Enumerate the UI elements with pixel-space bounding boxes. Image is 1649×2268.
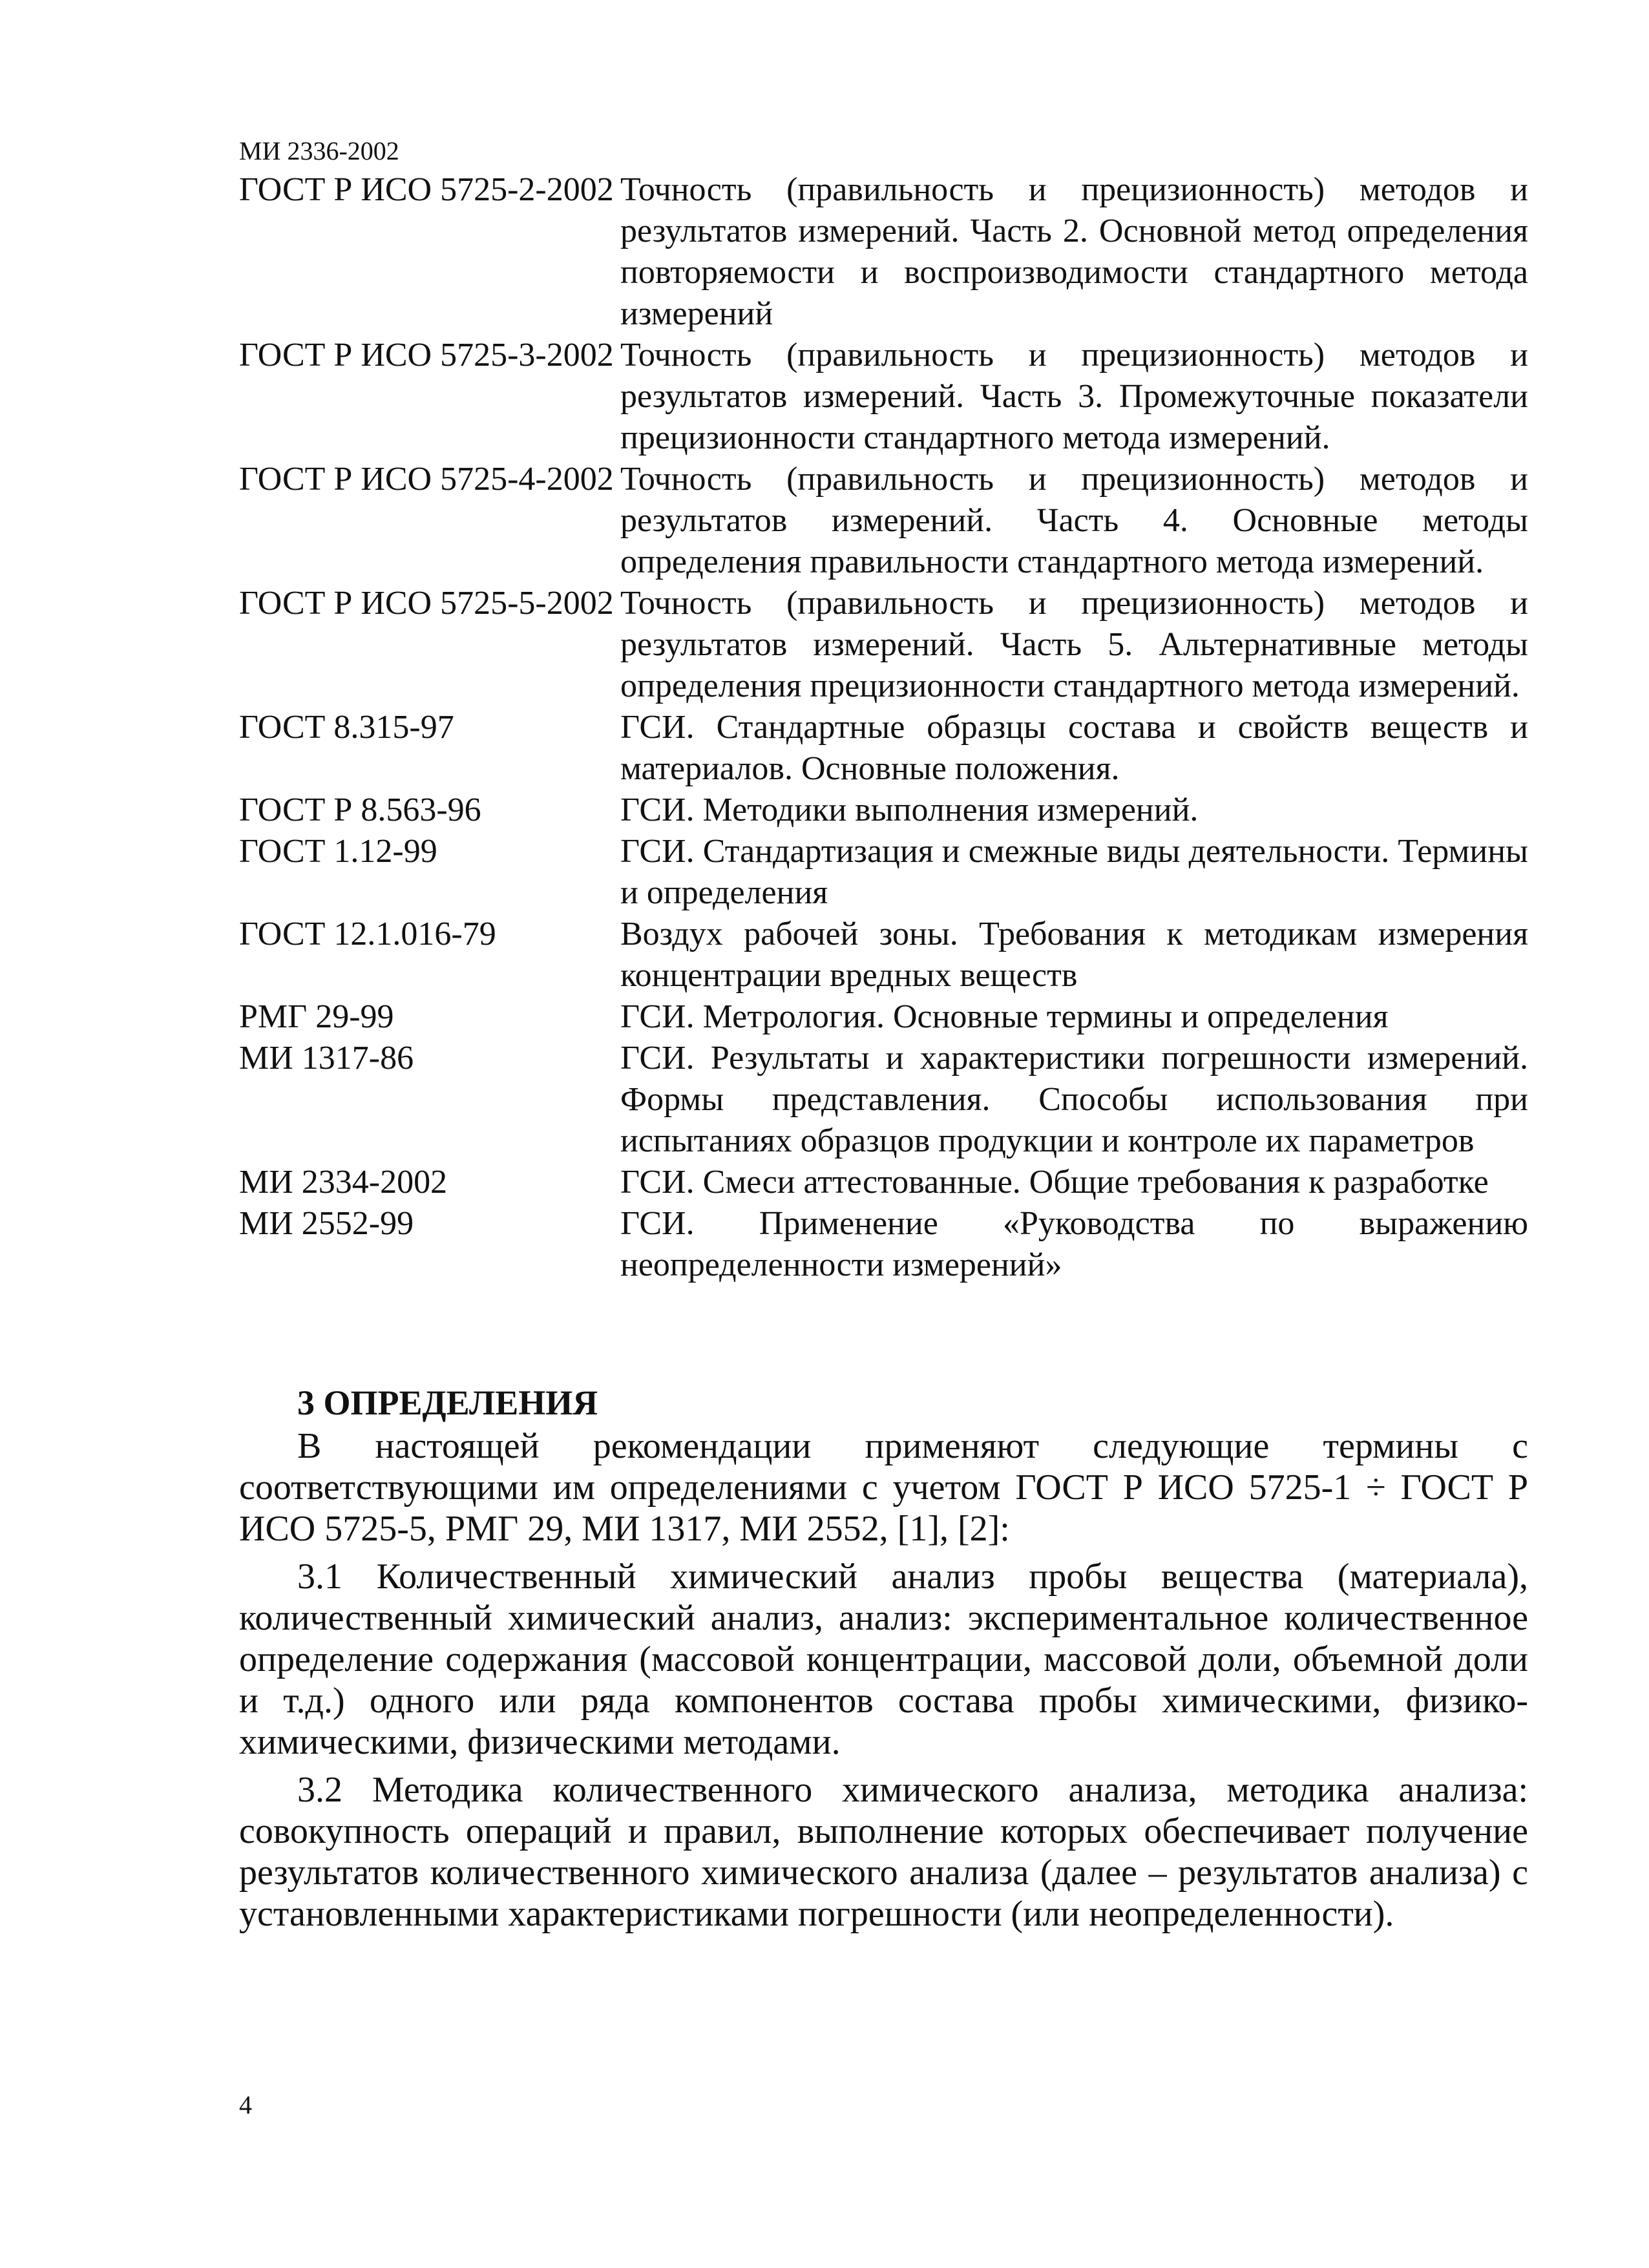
reference-row xyxy=(239,335,1528,459)
reference-title: ГСИ. Стандартные образцы состава и свойств веществ и материалов. Основные положения. xyxy=(620,709,1528,787)
reference-row xyxy=(239,1203,1528,1286)
reference-code: МИ 2334-2002 xyxy=(239,1164,448,1201)
reference-row xyxy=(239,996,1528,1038)
reference-title: ГСИ. Метрология. Основные термины и определения xyxy=(620,998,1389,1035)
reference-row xyxy=(239,169,1528,335)
reference-title: ГСИ. Стандартизация и смежные виды деятельности. Термины и определения xyxy=(620,833,1528,911)
reference-code: ГОСТ Р ИСО 5725-4-2002 xyxy=(239,461,614,498)
page-number: 4 xyxy=(239,2090,252,2119)
reference-row xyxy=(239,831,1528,914)
reference-code: ГОСТ 8.315-97 xyxy=(239,709,454,746)
reference-code: ГОСТ 1.12-99 xyxy=(239,833,437,870)
reference-title: ГСИ. Смеси аттестованные. Общие требования к разработке xyxy=(620,1164,1489,1201)
reference-code: МИ 1317-86 xyxy=(239,1040,414,1076)
section-heading: 3 ОПРЕДЕЛЕНИЯ xyxy=(297,1383,598,1422)
reference-title: Точность (правильность и прецизионность) методов и результатов измерений. Часть 5. Альтернативные методы определения прецизионности стандартного метода измерений. xyxy=(620,585,1528,704)
reference-code: ГОСТ Р 8.563-96 xyxy=(239,792,481,828)
reference-title: ГСИ. Применение «Руководства по выражению неопределенности измерений» xyxy=(620,1205,1528,1283)
document-code-header: МИ 2336-2002 xyxy=(239,136,399,165)
reference-title: ГСИ. Методики выполнения измерений. xyxy=(620,792,1199,828)
reference-title: Точность (правильность и прецизионность) методов и результатов измерений. Часть 4. Основные методы определения правильности стандартного метода измерений. xyxy=(620,461,1528,580)
reference-row xyxy=(239,583,1528,707)
reference-code: ГОСТ 12.1.016-79 xyxy=(239,916,496,952)
reference-code: ГОСТ Р ИСО 5725-5-2002 xyxy=(239,585,614,622)
section-paragraph: В настоящей рекомендации применяют следующие термины с соответствующими им определениями с учетом ГОСТ Р ИСО 5725-1 ÷ ГОСТ Р ИСО 5725-5, РМГ 29, МИ 1317, МИ 2552, [1], [2]: xyxy=(239,1426,1528,1549)
reference-code: РМГ 29-99 xyxy=(239,998,394,1035)
reference-title: Точность (правильность и прецизионность) методов и результатов измерений. Часть 2. Основной метод определения повторяемости и воспроизводимости стандартного метода измерений xyxy=(620,171,1528,332)
definitions-section xyxy=(239,1381,1528,1935)
normative-references-list xyxy=(239,169,1528,1286)
reference-code: ГОСТ Р ИСО 5725-3-2002 xyxy=(239,337,614,373)
reference-row xyxy=(239,1162,1528,1203)
section-paragraph: 3.1 Количественный химический анализ пробы вещества (материала), количественный химический анализ, анализ: экспериментальное количественное определение содержания (массовой концентрации, массовой доли, объемной доли и т.д.) одного или ряда компонентов состава пробы химическими, физико-химическими, физическими методами. xyxy=(239,1557,1528,1762)
section-paragraph: 3.2 Методика количественного химического анализа, методика анализа: совокупность операций и правил, выполнение которых обеспечивает получение результатов количественного химического анализа (далее – результатов анализа) с установленными характеристиками погрешности (или неопределенности). xyxy=(239,1770,1528,1934)
reference-title: Точность (правильность и прецизионность) методов и результатов измерений. Часть 3. Промежуточные показатели прецизионности стандартного метода измерений. xyxy=(620,337,1528,456)
reference-code: МИ 2552-99 xyxy=(239,1205,414,1242)
reference-row xyxy=(239,914,1528,996)
reference-code: ГОСТ Р ИСО 5725-2-2002 xyxy=(239,171,614,208)
reference-row xyxy=(239,459,1528,583)
reference-title: Воздух рабочей зоны. Требования к методикам измерения концентрации вредных веществ xyxy=(620,916,1528,994)
reference-row xyxy=(239,790,1528,831)
reference-row xyxy=(239,1038,1528,1162)
reference-title: ГСИ. Результаты и характеристики погрешности измерений. Формы представления. Способы использования при испытаниях образцов продукции и контроле их параметров xyxy=(620,1040,1528,1159)
reference-row xyxy=(239,707,1528,790)
